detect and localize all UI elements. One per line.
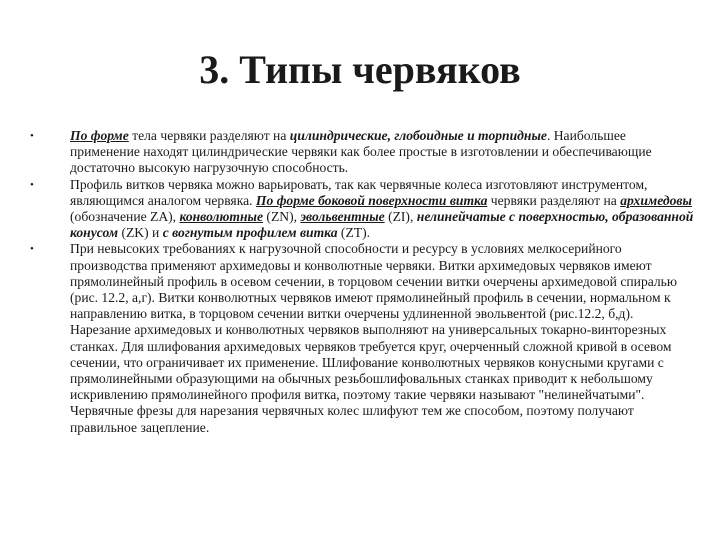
bullet-marker: • [30,130,34,142]
text-plain: Профиль витков червяка можно варьировать, так как червячные колеса изготовляют инструментом, являющимся аналогом червяка. [70,176,648,208]
slide-title: 3. Типы червяков [199,47,521,92]
text-plain: (ZI), [384,209,417,225]
text-emphasis: с вогнутым профилем витка [162,225,338,241]
text-emphasis: нелинейчатые с поверхностью, образованной конусом [70,209,694,241]
text-emphasis: конволютные [179,209,264,225]
text-plain: При невысоких требованиях к нагрузочной способности и ресурсу в условиях мелкосерийного производства применяют архимедовы и конволютные червяки. Витки архимедовых червяков имеют прямолинейный профиль в осевом сечении, в торцовом сечении витки очерчены архимедовой спиралью (рис. 12.2, а,г). Витки конволютных червяков имеют прямолинейный профиль в сечении, нормальном к направлению витка, в торцовом сечении витки очерчены удлиненной эвольвентой (рис.12.2, б,д). Нарезание архимедовых и конволютных червяков выполняют на универсальных токарно-винторезных станках. Для шлифования архимедовых червяков требуется круг, очерченный сложной кривой в осевом сечении, что ограничивает их применение. Шлифование конволютных червяков конусными кругами с прямолинейными образующими на обычных резьбошлифовальных станках приводит к небольшому искривлению прямолинейного профиля витка, поэтому такие червяки называют "нелинейчатыми". Червячные фрезы для нарезания червячных колес шлифуют тем же способом, поэтому получают правильное зацепление. [70,241,678,435]
text-plain: (обозначение ZA), [70,209,180,225]
text-emphasis: По форме боковой поверхности витка [255,192,488,208]
text-plain: . Наибольшее применение находят цилиндрические червяки как более простые в изготовлении и обеспечивающие достаточно высокую нагрузочную способность. [70,128,652,176]
bullet-marker: • [30,243,34,256]
bullet-marker: • [30,178,34,191]
text-plain: тела червяки разделяют на [128,128,290,143]
text-plain: (ZT). [337,225,370,241]
text-plain: (ZK) и [118,225,163,241]
text-plain: (ZN), [263,209,301,225]
bullet-item-2 [30,176,694,242]
text-emphasis: архимедовы [620,192,692,208]
bullet-item-3 [30,241,694,435]
bullet-list [30,128,694,436]
text-emphasis: цилиндрические, глобоидные и торпидные [289,128,547,143]
text-plain: червяки разделяют на [487,192,621,208]
bullet-item-1 [30,128,694,177]
text-emphasis: По форме [70,128,129,143]
text-emphasis: эвольвентные [300,209,385,225]
